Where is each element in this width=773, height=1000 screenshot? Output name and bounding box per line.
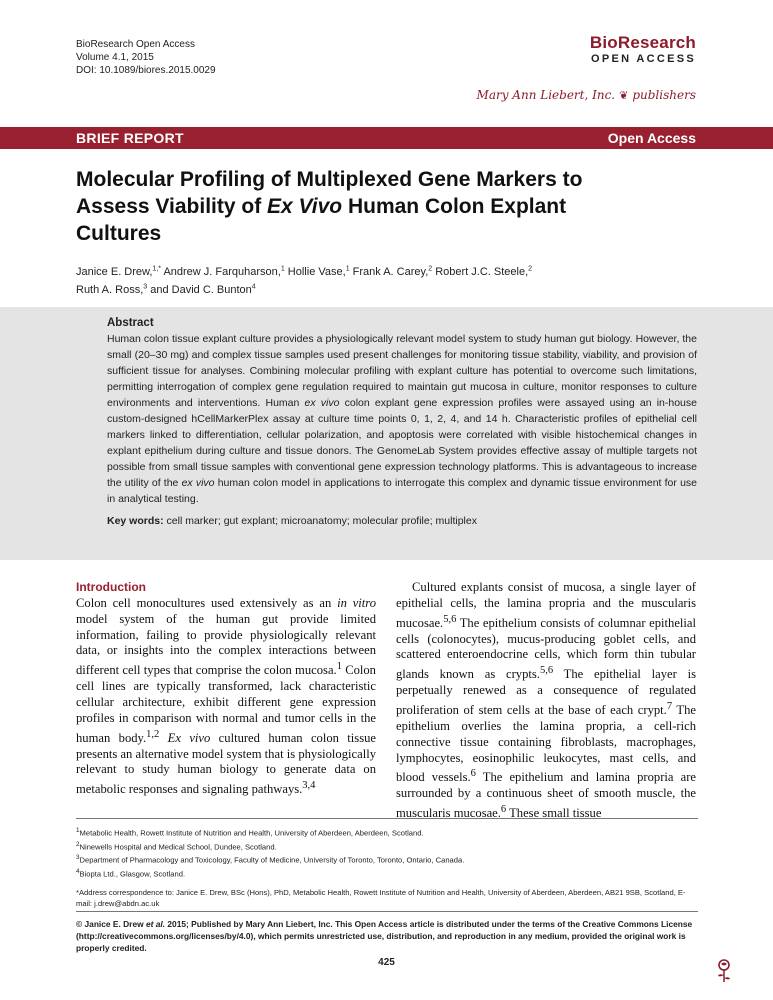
article-title [76, 166, 636, 247]
correspondence: *Address correspondence to: Janice E. Drew, BSc (Hons), PhD, Metabolic Health, Rowett Institute of Nutrition and Health, University of Aberdeen, Aberdeen, AB21 9SB, Scotland, E-mail: j.drew@abdn.ac.uk [76, 888, 686, 909]
affiliation: $^1$Metabolic Health, Rowett Institute of Nutrition and Health, University of Aberdeen, Aberdeen, Scotland. [76, 827, 424, 838]
body-column-right [396, 580, 696, 822]
rose-logo-icon [714, 958, 734, 984]
brand-top: BioResearch [589, 33, 696, 52]
author: Andrew J. Farquharson,$^1$ [163, 265, 285, 278]
affiliation: $^4$Biopta Ltd., Glasgow, Scotland. [76, 867, 186, 879]
journal-logo [590, 34, 696, 66]
abstract-heading: Abstract [107, 317, 154, 329]
author: Robert J.C. Steele,$^2$ [435, 265, 533, 278]
abstract-text: Human colon tissue explant culture provides a physiologically relevant model system to study human gut biology. However, the small (20–30 mg) and complex tissue samples used present challenges for monitoring tissue stability, viability, and provision of sufficient tissue for analyses. Combining molecular profiling with explant culture has potential to overcome such limitations, permitting interrogation of complex gene regulation required to maintain gut mucosa in culture, monitor responses to culture environments and interventions. Human ex vivo colon explant gene expression profiles were assayed using an in-house custom-designed hCellMarkerPlex assay at culture time points 0, 1, 2, 4, and 14 h. Characteristic profiles of epithelial cell markers linked to differentiation, cellular polarization, and apoptosis were correlated with visible histochemical changes in explant epithelium during culture and tissue donors. The GenomeLab System provides effective assay of multiple targets not possible from small tissue samples with conventional gene expression technology platforms. This is advantageous to increase the utility of the ex vivo human colon model in applications to interrogate this complex and dynamic tissue environment for use in analytical testing. [107, 333, 698, 505]
author: Frank A. Carey,$^2$ [352, 265, 433, 278]
author: Ruth A. Ross,$^3$ [76, 283, 148, 297]
page-number: 425 [378, 957, 395, 968]
journal-volume: Volume 4.1, 2015 [76, 52, 154, 63]
license-statement: © Janice E. Drew et al. 2015; Published by Mary Ann Liebert, Inc. This Open Access article is distributed under the terms of the Creative Commons License (http://creativecommons.org/licenses/by/4.0), which permits unrestricted use, distribution, and reproduction in any medium, provided the original work is properly credited. [76, 911, 698, 954]
journal-doi: DOI: 10.1089/biores.2015.0029 [76, 65, 216, 76]
author-list [76, 261, 696, 298]
article-type: BRIEF REPORT [76, 130, 184, 146]
rose-icon: ❦ [619, 88, 629, 102]
brand-bottom: OPEN ACCESS [591, 53, 696, 65]
title-part: Molecular Profiling of Multiplexed Gene Markers to Assess Viability of [76, 168, 583, 218]
keywords-label: Key words: [107, 515, 164, 527]
paragraph: Colon cell monocultures used extensively as an in vitro model system of the human gut provide limited information, failing to provide physiologically relevant data, or insights into the complex interactions between different cell types that comprise the colon mucosa.$^1$ Colon cell lines are typically transformed, lack characteristic cellular architecture, exhibit different gene expression profiles in comparison with normal and tumor cells in the human body.$^{1,2}$ Ex vivo cultured human colon tissue presents an alternative model system that is physiologically relevant to study human biology to generate data on metabolic responses and signaling pathways.$^{3,4}$ [76, 596, 377, 797]
journal-meta [76, 38, 216, 77]
author: Hollie Vase,$^1$ [287, 265, 350, 278]
affiliation: $^3$Department of Pharmacology and Toxicology, Faculty of Medicine, University of Toronto, Toronto, Ontario, Canada. [76, 854, 465, 865]
abstract-box [0, 307, 773, 560]
publisher-suffix: publishers [632, 88, 696, 102]
title-italic: Ex Vivo [267, 195, 343, 218]
keywords [107, 514, 697, 529]
title-part: Human Colon Explant Cultures [76, 195, 567, 245]
body-column-left [76, 580, 376, 798]
keywords-list: cell marker; gut explant; microanatomy; molecular profile; multiplex [166, 515, 477, 527]
publisher-name: Mary Ann Liebert, Inc. [476, 88, 616, 102]
author: and David C. Bunton$^4$ [150, 283, 256, 297]
affiliation: $^2$Ninewells Hospital and Medical School, Dundee, Scotland. [76, 840, 277, 852]
paragraph: Cultured explants consist of mucosa, a single layer of epithelial cells, the lamina propria and the muscularis mucosae.$^{5,6}$ The epithelium consists of columnar epithelial cells (colonocytes), mucus-producing goblet cells, and scattered enteroendocrine cells, which form thin tubular glands known as crypts.$^{5,6}$ The epithelial layer is perpetually renewed as a consequence of regulated proliferation of stem cells at the base of each crypt.$^7$ The epithelium overlies the lamina propria, a cell-rich connective tissue containing fibroblasts, macrophages, lymphocytes, eosinophilic leukocytes, mast cells, and blood vessels.$^6$ The epithelium and lamina propria are surrounded by a continuous sheet of smooth muscle, the muscularis mucosae.$^6$ These small tissue [396, 580, 697, 821]
author: Janice E. Drew,$^{1,*}$ [76, 265, 161, 278]
open-access-label: Open Access [607, 130, 696, 146]
affiliations [76, 818, 698, 909]
publisher-logo [477, 88, 696, 102]
article-type-banner [0, 127, 773, 149]
journal-name: BioResearch Open Access [76, 39, 195, 50]
section-heading-introduction: Introduction [76, 580, 146, 594]
